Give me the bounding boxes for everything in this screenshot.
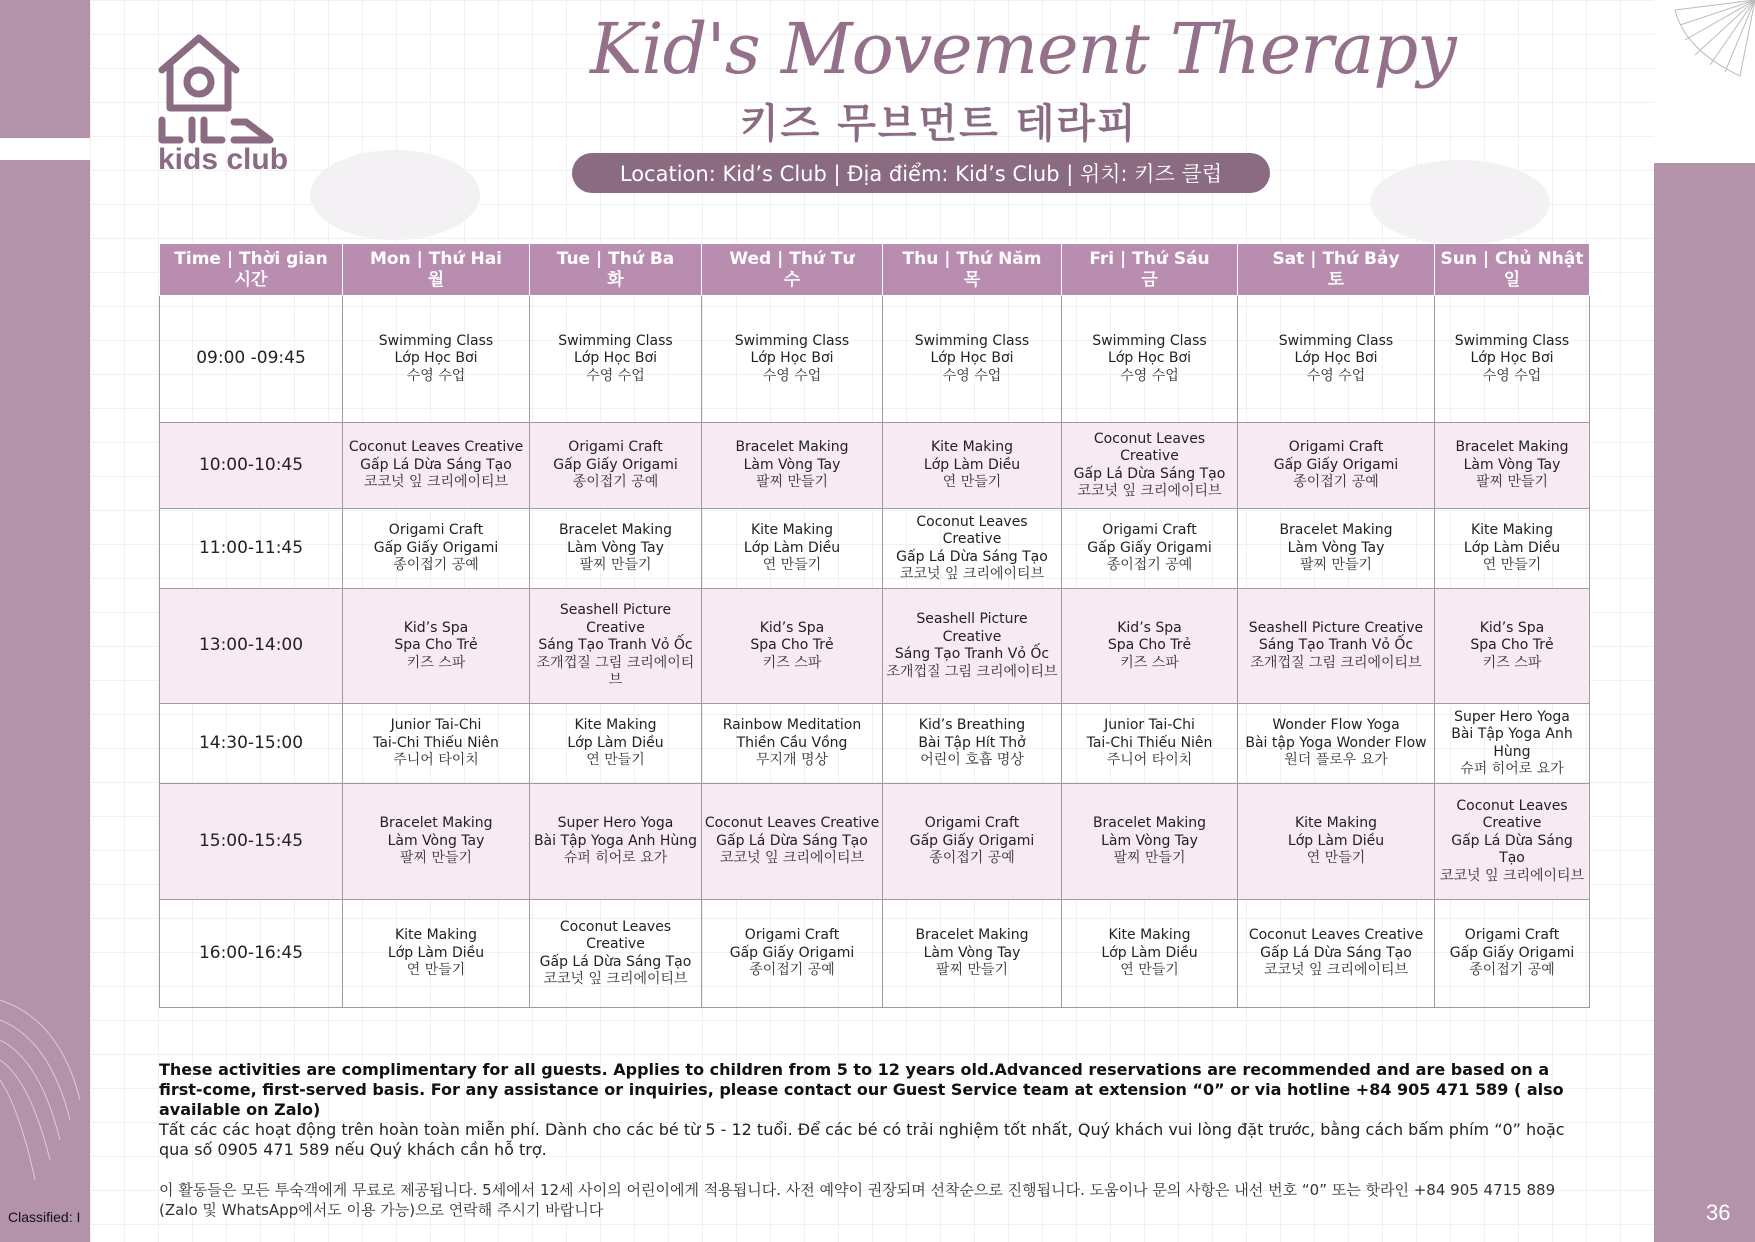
activity-cell <box>530 423 702 509</box>
activity-cell <box>530 704 702 784</box>
activity-en: Kite Making <box>394 927 478 944</box>
table-row <box>160 509 1590 589</box>
activity-en: Coconut Leaves Creative <box>704 815 880 832</box>
activity-cell <box>530 296 702 423</box>
activity-vi: Lớp Học Bơi <box>573 350 657 367</box>
activity-en: Bracelet Making <box>1092 815 1207 832</box>
activity-en: Kid’s Spa <box>1117 619 1182 636</box>
activity-cell <box>1238 900 1435 1008</box>
activity-cell <box>702 296 883 423</box>
activity-cell <box>530 509 702 589</box>
time-slot: 16:00-16:45 <box>160 900 343 1008</box>
activity-cell <box>1435 784 1590 900</box>
left-band-top <box>0 0 90 138</box>
activity-vi: Gấp Lá Dừa Sáng Tạo <box>360 456 512 473</box>
activity-kr: 조개껍질 그림 크리에이티브 <box>886 663 1058 680</box>
page-number: 36 <box>1706 1200 1731 1225</box>
activity-kr: 수영 수업 <box>1306 367 1366 384</box>
table-row <box>160 704 1590 784</box>
activity-vi: Gấp Giấy Origami <box>373 539 499 556</box>
activity-kr: 코코넛 잎 크리에이티브 <box>543 971 688 987</box>
activity-kr: 팔찌 만들기 <box>579 557 652 574</box>
header-time: Time | Thời gian 시간 <box>160 244 343 296</box>
activity-vi: Gấp Lá Dừa Sáng Tạo <box>539 953 692 970</box>
time-slot: 10:00-10:45 <box>160 423 343 509</box>
activity-vi: Gấp Lá Dừa Sáng Tạo <box>1451 832 1573 867</box>
activity-en: Swimming Class <box>1454 332 1570 349</box>
activity-cell <box>343 900 530 1008</box>
activity-kr: 수영 수업 <box>942 367 1002 384</box>
activity-kr: 코코넛 잎 크리에이티브 <box>363 474 509 491</box>
activity-cell <box>1238 704 1435 784</box>
activity-cell <box>1435 900 1590 1008</box>
activity-vi: Gấp Lá Dừa Sáng Tạo <box>896 548 1048 565</box>
activity-en: Origami Craft <box>1464 927 1560 944</box>
activity-cell <box>702 784 883 900</box>
activity-kr: 종이접기 공예 <box>929 850 1015 867</box>
activity-vi: Lớp Học Bơi <box>1294 350 1378 367</box>
activity-vi: Spa Cho Trẻ <box>1470 637 1554 654</box>
activity-kr: 종이접기 공예 <box>393 557 479 574</box>
activity-cell <box>702 589 883 704</box>
classification-label: Classified: I <box>8 1209 81 1225</box>
activity-en: Kite Making <box>1294 815 1378 832</box>
activity-en: Origami Craft <box>744 927 840 944</box>
activity-kr: 연 만들기 <box>586 752 645 769</box>
activity-en: Swimming Class <box>1092 332 1207 349</box>
activity-en: Coconut Leaves Creative <box>559 918 672 952</box>
activity-cell <box>702 900 883 1008</box>
activity-vi: Sáng Tạo Tranh Vỏ Ốc <box>1258 637 1414 654</box>
activity-kr: 팔찌 만들기 <box>399 850 473 867</box>
activity-en: Coconut Leaves Creative <box>1093 430 1206 464</box>
activity-vi: Lớp Làm Diều <box>743 539 841 556</box>
activity-en: Bracelet Making <box>558 522 673 539</box>
activity-cell <box>1238 784 1435 900</box>
activity-cell <box>1435 589 1590 704</box>
time-slot: 14:30-15:00 <box>160 704 343 784</box>
activity-en: Swimming Class <box>914 332 1030 349</box>
activity-vi: Làm Vòng Tay <box>387 832 485 849</box>
activity-cell <box>883 423 1062 509</box>
activity-en: Kid’s Breathing <box>918 717 1026 734</box>
activity-en: Wonder Flow Yoga <box>1272 717 1400 734</box>
activity-vi: Gấp Lá Dừa Sáng Tạo <box>716 832 868 849</box>
activity-kr: 팔찌 만들기 <box>1475 474 1549 491</box>
activity-kr: 연 만들기 <box>1482 557 1542 574</box>
activity-kr: 주니어 타이치 <box>393 752 479 769</box>
schedule-table <box>159 243 1590 1008</box>
activity-cell <box>530 784 702 900</box>
activity-vi: Gấp Giấy Origami <box>1449 944 1575 961</box>
activity-cell <box>1062 589 1238 704</box>
activity-en: Kite Making <box>574 717 657 734</box>
activity-vi: Lớp Làm Diều <box>387 944 485 961</box>
activity-kr: 슈퍼 히어로 요가 <box>1460 761 1564 777</box>
activity-kr: 연 만들기 <box>942 474 1002 491</box>
table-row <box>160 784 1590 900</box>
activity-vi: Gấp Lá Dừa Sáng Tạo <box>1260 944 1412 961</box>
activity-en: Bracelet Making <box>379 815 493 832</box>
header-thu: Thu | Thứ Năm 목 <box>883 244 1062 296</box>
activity-vi: Gấp Giấy Origami <box>553 456 678 473</box>
activity-en: Origami Craft <box>1102 522 1197 539</box>
activity-vi: Làm Vòng Tay <box>1463 456 1561 473</box>
header-mon: Mon | Thứ Hai 월 <box>343 244 530 296</box>
activity-kr: 수영 수업 <box>1120 367 1179 384</box>
activity-vi: Bài Tập Yoga Anh Hùng <box>533 832 698 849</box>
activity-kr: 수영 수업 <box>762 367 822 384</box>
activity-kr: 팔찌 만들기 <box>1113 850 1186 867</box>
activity-kr: 주니어 타이치 <box>1106 752 1193 769</box>
activity-kr: 키즈 스파 <box>1120 654 1179 671</box>
activity-cell <box>1238 423 1435 509</box>
activity-en: Swimming Class <box>734 332 850 349</box>
activity-kr: 코코넛 잎 크리에이티브 <box>1263 962 1409 979</box>
activity-kr: 연 만들기 <box>762 557 822 574</box>
activity-vi: Làm Vòng Tay <box>743 456 841 473</box>
header-wed: Wed | Thứ Tư 수 <box>702 244 883 296</box>
activity-en: Origami Craft <box>924 815 1020 832</box>
activity-vi: Lớp Làm Diều <box>1101 944 1198 961</box>
activity-en: Super Hero Yoga <box>1454 708 1570 725</box>
activity-vi: Gấp Giấy Origami <box>729 944 855 961</box>
activity-cell <box>883 784 1062 900</box>
activity-en: Seashell Picture Creative <box>1248 619 1424 636</box>
shell-decoration <box>0 980 90 1180</box>
activity-en: Origami Craft <box>1288 439 1384 456</box>
activity-en: Coconut Leaves Creative <box>348 439 524 456</box>
activity-kr: 팔찌 만들기 <box>1299 557 1373 574</box>
activity-vi: Làm Vòng Tay <box>923 944 1021 961</box>
activity-kr: 연 만들기 <box>1120 962 1179 979</box>
activity-en: Junior Tai-Chi <box>390 717 482 734</box>
activity-kr: 어린이 호흡 명상 <box>920 752 1024 769</box>
activity-vi: Gấp Lá Dừa Sáng Tạo <box>1073 465 1226 482</box>
activity-en: Bracelet Making <box>1455 439 1569 456</box>
activity-kr: 종이접기 공예 <box>1293 474 1379 491</box>
activity-cell <box>1435 509 1590 589</box>
activity-en: Coconut Leaves Creative <box>916 513 1028 547</box>
activity-kr: 팔찌 만들기 <box>755 474 829 491</box>
fan-decoration <box>1655 0 1755 80</box>
activity-en: Swimming Class <box>558 332 673 349</box>
logo-text: kids club <box>158 143 289 176</box>
activity-kr: 키즈 스파 <box>762 654 822 671</box>
activity-vi: Làm Vòng Tay <box>1101 832 1198 849</box>
activity-cell <box>1062 296 1238 423</box>
time-slot: 11:00-11:45 <box>160 509 343 589</box>
activity-cell <box>883 509 1062 589</box>
time-slot: 13:00-14:00 <box>160 589 343 704</box>
activity-en: Bracelet Making <box>1279 522 1393 539</box>
cloud-decoration <box>1370 160 1550 245</box>
activity-en: Kite Making <box>1470 522 1554 539</box>
activity-vi: Sáng Tạo Tranh Vỏ Ốc <box>894 646 1050 662</box>
table-row <box>160 423 1590 509</box>
activity-kr: 수영 수업 <box>586 367 645 384</box>
activity-cell <box>1062 784 1238 900</box>
footer-note-english: These activities are complimentary for all guests. Applies to children from 5 to 12 years old.Advanced reservations are recommended and are based on a first-come, first-served basis. For any assistance or inquiries, please contact our Guest Service team at extension “0” or via hotline +84 905 471 589 ( also available on Zalo) <box>159 1060 1564 1119</box>
activity-cell <box>530 900 702 1008</box>
activity-cell <box>1435 296 1590 423</box>
activity-vi: Lớp Làm Diều <box>567 734 664 751</box>
activity-cell <box>702 704 883 784</box>
activity-en: Swimming Class <box>378 332 494 349</box>
activity-en: Origami Craft <box>388 522 484 539</box>
activity-en: Bracelet Making <box>735 439 849 456</box>
activity-kr: 조개껍질 그림 크리에이티브 <box>1250 654 1422 671</box>
activity-en: Kid’s Spa <box>403 619 469 636</box>
activity-en: Kite Making <box>750 522 834 539</box>
activity-vi: Lớp Học Bơi <box>930 350 1014 367</box>
activity-vi: Spa Cho Trẻ <box>394 637 478 654</box>
activity-cell <box>343 589 530 704</box>
activity-kr: 연 만들기 <box>406 962 466 979</box>
activity-kr: 코코넛 잎 크리에이티브 <box>1439 867 1585 884</box>
activity-cell <box>343 296 530 423</box>
activity-en: Super Hero Yoga <box>557 815 674 832</box>
table-row <box>160 296 1590 423</box>
activity-vi: Sáng Tạo Tranh Vỏ Ốc <box>538 637 693 654</box>
activity-kr: 코코넛 잎 크리에이티브 <box>1077 483 1222 499</box>
activity-cell <box>883 704 1062 784</box>
page-title-korean: 키즈 무브먼트 테라피 <box>740 101 1138 147</box>
header-sat: Sat | Thứ Bảy 토 <box>1238 244 1435 296</box>
activity-cell <box>1435 423 1590 509</box>
activity-vi: Lớp Làm Diều <box>923 456 1021 473</box>
activity-cell <box>883 589 1062 704</box>
activity-cell <box>343 784 530 900</box>
activity-en: Coconut Leaves Creative <box>1248 927 1424 944</box>
activity-vi: Tai-Chi Thiếu Niên <box>373 734 499 751</box>
activity-en: Kite Making <box>930 439 1014 456</box>
header-tue: Tue | Thứ Ba 화 <box>530 244 702 296</box>
activity-kr: 원더 플로우 요가 <box>1284 752 1388 769</box>
activity-en: Coconut Leaves Creative <box>1456 797 1568 832</box>
footer-note-korean: 이 활동들은 모든 투숙객에게 무료로 제공됩니다. 5세에서 12세 사이의 어린이에게 적용됩니다. 사전 예약이 권장되며 선착순으로 진행됩니다. 도움이나 문의 사항은 내선 번호 “0” 또는 핫라인 +84 905 4715 889 (Zalo 및 WhatsApp에서도 이용 가능)으로 연락해 주시기 바랍니다 <box>159 1181 1556 1219</box>
activity-en: Seashell Picture Creative <box>916 611 1028 645</box>
activity-vi: Làm Vòng Tay <box>567 539 664 556</box>
activity-vi: Tai-Chi Thiếu Niên <box>1086 734 1213 751</box>
activity-vi: Lớp Học Bơi <box>394 350 478 367</box>
activity-vi: Lớp Học Bơi <box>1470 350 1554 367</box>
activity-kr: 수영 수업 <box>1482 367 1542 384</box>
activity-kr: 연 만들기 <box>1306 850 1366 867</box>
activity-kr: 종이접기 공예 <box>749 962 835 979</box>
activity-kr: 키즈 스파 <box>406 654 466 671</box>
activity-en: Origami Craft <box>568 439 663 456</box>
activity-vi: Gấp Giấy Origami <box>1087 539 1212 556</box>
activity-en: Junior Tai-Chi <box>1104 717 1195 734</box>
activity-vi: Làm Vòng Tay <box>1287 539 1385 556</box>
activity-kr: 키즈 스파 <box>1482 654 1542 671</box>
activity-cell <box>1062 509 1238 589</box>
activity-kr: 슈퍼 히어로 요가 <box>563 850 668 867</box>
activity-cell <box>1238 589 1435 704</box>
activity-vi: Lớp Học Bơi <box>1107 350 1191 367</box>
time-slot: 15:00-15:45 <box>160 784 343 900</box>
activity-cell <box>883 296 1062 423</box>
activity-kr: 수영 수업 <box>406 367 466 384</box>
activity-cell <box>702 509 883 589</box>
activity-vi: Gấp Giấy Origami <box>909 832 1035 849</box>
activity-cell <box>883 900 1062 1008</box>
activity-kr: 무지개 명상 <box>755 752 829 769</box>
activity-en: Seashell Picture Creative <box>559 602 672 636</box>
activity-en: Kid’s Spa <box>1479 619 1545 636</box>
table-row <box>160 900 1590 1008</box>
activity-cell <box>343 704 530 784</box>
activity-cell <box>343 509 530 589</box>
location-badge: Location: Kid’s Club | Địa điểm: Kid’s Club | 위치: 키즈 클럽 <box>572 153 1270 193</box>
table-header-row <box>160 244 1590 296</box>
activity-kr: 팔찌 만들기 <box>935 962 1009 979</box>
footer-note-vietnamese: Tất các các hoạt động trên hoàn toàn miễn phí. Dành cho các bé từ 5 - 12 tuổi. Để các bé có trải nghiệm tốt nhất, Quý khách vui lòng đặt trước, bằng cách bấm phím “0” hoặc qua số 0905 471 589 nếu Quý khách cần hỗ trợ. <box>159 1120 1565 1159</box>
activity-en: Kite Making <box>1108 927 1191 944</box>
activity-cell <box>1238 509 1435 589</box>
activity-vi: Gấp Giấy Origami <box>1273 456 1399 473</box>
activity-vi: Lớp Học Bơi <box>750 350 834 367</box>
time-slot: 09:00 -09:45 <box>160 296 343 423</box>
activity-kr: 종이접기 공예 <box>1469 962 1555 979</box>
activity-en: Swimming Class <box>1278 332 1394 349</box>
activity-cell <box>343 423 530 509</box>
activity-kr: 코코넛 잎 크리에이티브 <box>899 566 1045 582</box>
activity-vi: Bài Tập Hít Thở <box>918 734 1026 751</box>
activity-cell <box>1062 704 1238 784</box>
activity-kr: 종이접기 공예 <box>572 474 659 491</box>
activity-vi: Lớp Làm Diều <box>1463 539 1561 556</box>
header-fri: Fri | Thứ Sáu 금 <box>1062 244 1238 296</box>
activity-kr: 조개껍질 그림 크리에이티브 <box>536 654 695 689</box>
activity-en: Rainbow Meditation <box>722 717 862 734</box>
activity-vi: Spa Cho Trẻ <box>750 637 834 654</box>
cloud-decoration <box>310 150 480 240</box>
activity-vi: Lớp Làm Diều <box>1287 832 1385 849</box>
activity-kr: 코코넛 잎 크리에이티브 <box>719 850 865 867</box>
header-sun: Sun | Chủ Nhật 일 <box>1435 244 1590 296</box>
activity-cell <box>1062 900 1238 1008</box>
activity-vi: Bài tập Yoga Wonder Flow <box>1245 734 1427 751</box>
activity-cell <box>1238 296 1435 423</box>
activity-vi: Thiền Cầu Vồng <box>736 734 848 751</box>
activity-en: Kid’s Spa <box>759 619 825 636</box>
activity-cell <box>530 589 702 704</box>
page-title: Kid's Movement Therapy <box>590 8 1456 90</box>
activity-cell <box>1062 423 1238 509</box>
activity-cell <box>702 423 883 509</box>
activity-vi: Spa Cho Trẻ <box>1107 637 1192 654</box>
activity-kr: 종이접기 공예 <box>1106 557 1193 574</box>
activity-vi: Bài Tập Yoga Anh Hùng <box>1451 726 1573 760</box>
right-band <box>1654 163 1755 1242</box>
table-row <box>160 589 1590 704</box>
activity-cell <box>1435 704 1590 784</box>
activity-en: Bracelet Making <box>915 927 1029 944</box>
